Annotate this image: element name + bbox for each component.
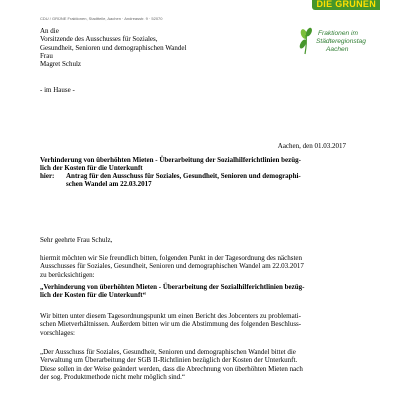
paragraph-line: Verwaltung um Überarbeitung der SGB II-Richtlinien bezüglich der Kosten der Unterkunft. xyxy=(40,356,298,365)
paragraph-line: Wir bitten unter diesem Tagesordnungspunkt um einen Bericht des Jobcenters zu problemati- xyxy=(40,312,301,320)
sunflower-icon xyxy=(298,27,314,55)
paragraph-report-request xyxy=(40,312,301,337)
party-logo: DIE GRÜNEN xyxy=(312,0,380,10)
subject-hier-label: hier: xyxy=(40,172,55,180)
paragraph-line: hiermit möchten wir Sie freundlich bitten, folgenden Punkt in der Tagesordnung des nächsten xyxy=(40,254,303,262)
faction-line-1: Fraktionen im xyxy=(318,30,358,37)
in-house-note: - im Hause - xyxy=(40,86,75,94)
recipient-line: Frau xyxy=(40,51,53,60)
paragraph-line: schen Mietverhältnissen. Außerdem bitten wir um die Abstimmung des folgenden Beschluss- xyxy=(40,320,302,329)
recipient-block xyxy=(40,27,186,68)
paragraph-line: der sog. Produktmethode nicht mehr möglich sind.“ xyxy=(40,372,186,381)
agenda-title-line: „Verhinderung von überhöhten Mieten - Überarbeitung der Sozialhilferichtlinien bezüg- xyxy=(40,283,305,291)
agenda-title-line: lich der Kosten für die Unterkunft“ xyxy=(40,291,147,300)
faction-line-2: Städteregionstag xyxy=(316,38,366,45)
recipient-line: Gesundheit, Senioren und demographischen Wandel xyxy=(40,43,187,52)
agenda-item-title xyxy=(40,283,304,300)
recipient-line: An die xyxy=(40,27,59,35)
paragraph-line: „Der Ausschuss für Soziales, Gesundheit, Senioren und demographischen Wandel bittet die xyxy=(40,348,296,356)
paragraph-line: Ausschusses für Soziales, Gesundheit, Senioren und demographischen Wandel am 22.03.2017 xyxy=(40,262,304,271)
paragraph-request xyxy=(40,254,304,279)
recipient-line: Vorsitzende des Ausschusses für Soziales, xyxy=(40,35,158,44)
faction-line-3: Aachen xyxy=(326,46,349,53)
paragraph-line: vorschlages: xyxy=(40,328,75,337)
date-line: Aachen, den 01.03.2017 xyxy=(277,142,346,150)
subject-title-2: lich der Kosten für die Unterkunft xyxy=(40,164,143,172)
subject-hier-1: Antrag für den Ausschuss für Soziales, Gesundheit, Senioren und demographi- xyxy=(66,172,301,180)
sender-address-strip: CDU / GRÜNE Fraktionen, Stadtteile, Aachen · Andreasstr. 9 · 52070 xyxy=(40,16,163,21)
subject-hier-2: schen Wandel am 22.03.2017 xyxy=(66,180,152,188)
paragraph-line: Diese sollen in der Weise geändert werden, dass die Abrechnung von überhöhten Mieten nach xyxy=(40,364,303,373)
salutation: Sehr geehrte Frau Schulz, xyxy=(40,236,113,244)
paragraph-line: zu berücksichtigen: xyxy=(40,270,95,279)
recipient-line: Magret Schulz xyxy=(40,60,82,69)
subject-title-1: Verhinderung von überhöhten Mieten - Überarbeitung der Sozialhilferichtlinien bezüg- xyxy=(40,156,301,164)
resolution-proposal xyxy=(40,348,303,381)
